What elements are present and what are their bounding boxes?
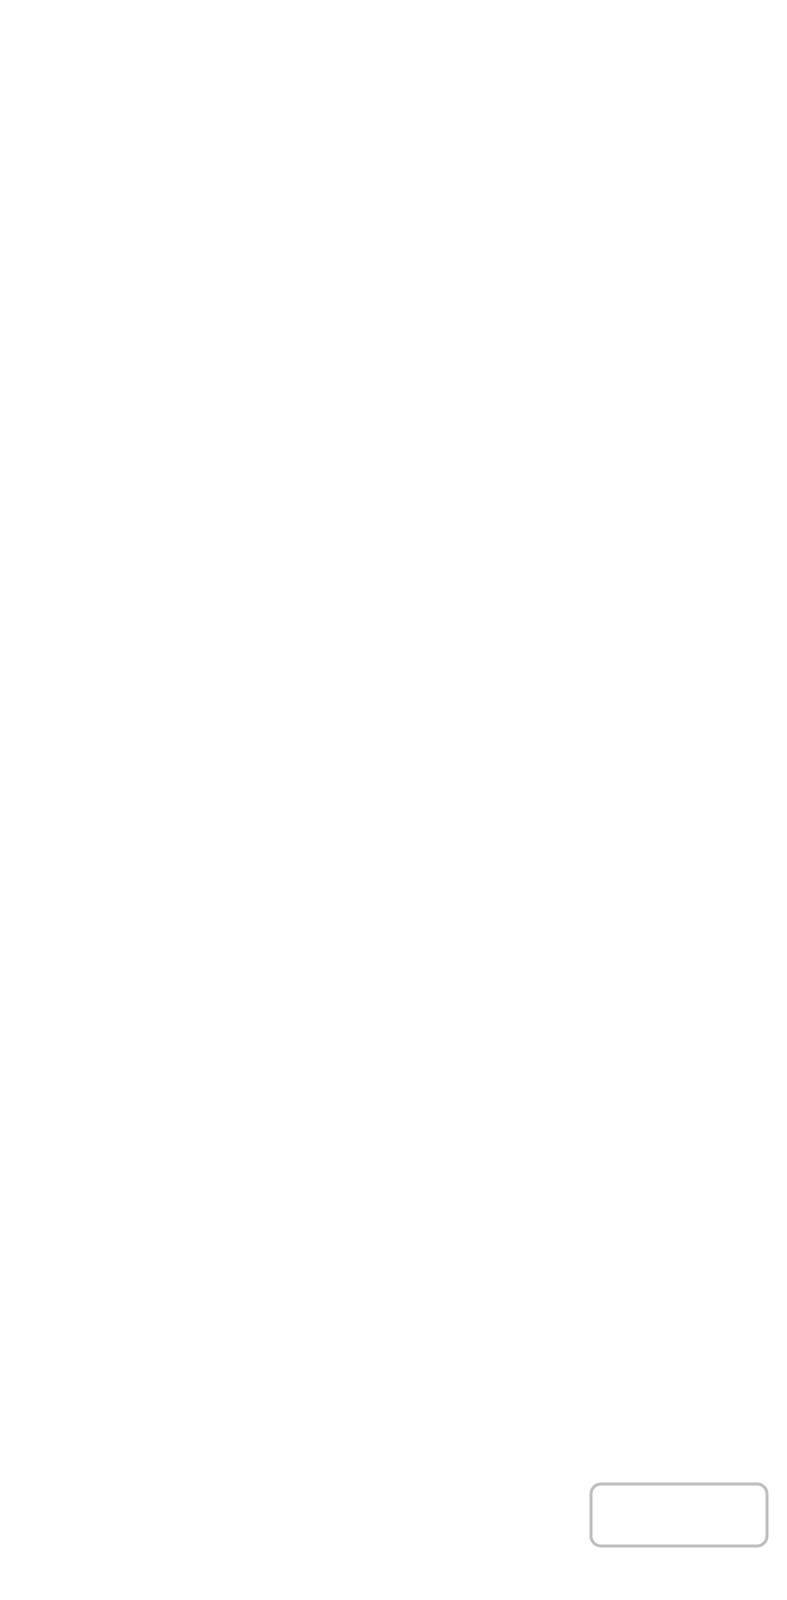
site-logo bbox=[589, 1482, 769, 1580]
